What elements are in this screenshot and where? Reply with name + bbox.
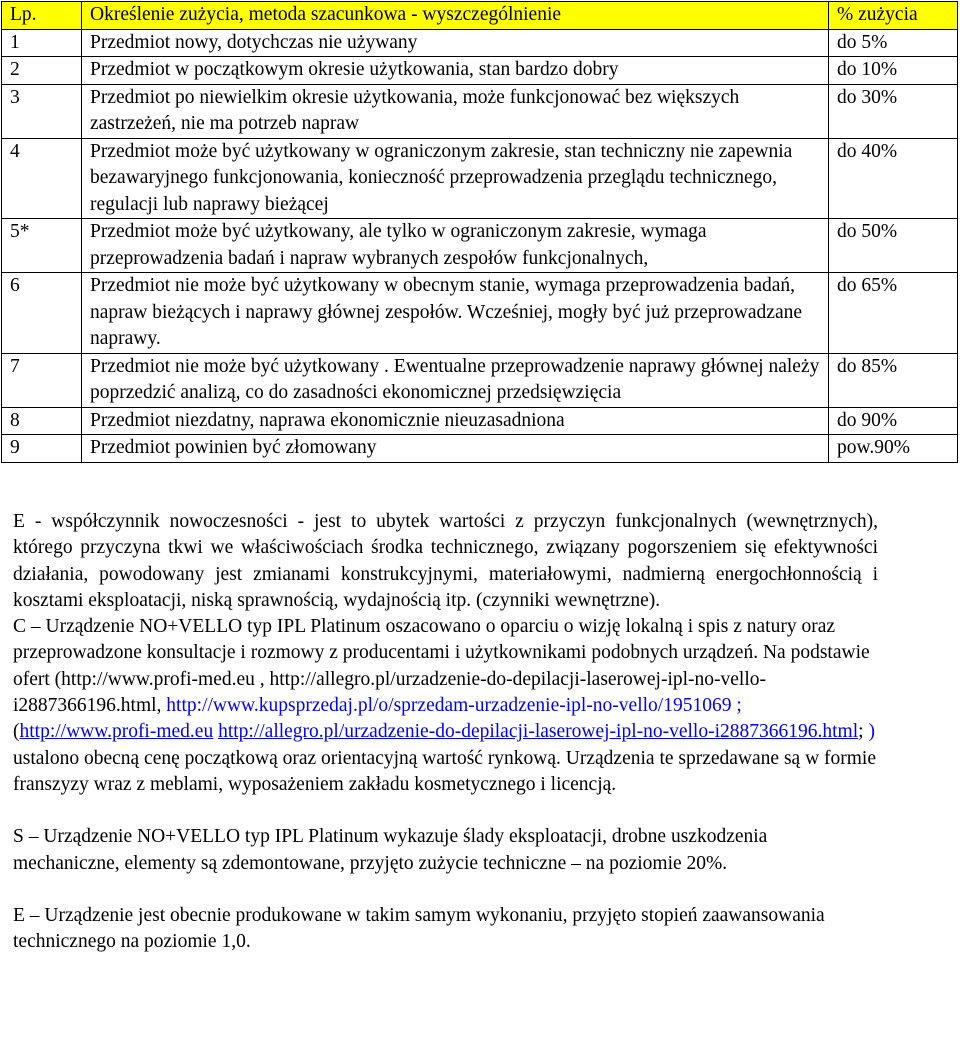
row-percent: do 5% [829,29,958,57]
table-row [2,219,958,273]
row-description: Przedmiot powinien być złomowany [82,435,829,463]
row-lp: 5* [2,219,82,273]
row-percent: do 40% [829,138,958,219]
table-header-row [2,2,958,30]
row-lp: 1 [2,29,82,57]
paragraph-s: S – Urządzenie NO+VELLO typ IPL Platinum wykazuje ślady eksploatacji, drobne uszkodzenia mechaniczne, elementy są zdemontowane, przyjęto zużycie techniczne – na poziomie 20%. [13,826,768,874]
header-percent: % zużycia [829,2,958,30]
header-lp: Lp. [2,2,82,30]
paragraph-c-outro: ustalono obecną cenę początkową oraz orientacyjną wartość rynkową. Urządzenia te sprzedawane są w formie franszyzy wraz z meblami, wyposażeniem zakładu kosmetycznego i licencją. [13,747,877,795]
allegro-link[interactable]: http://allegro.pl/urzadzenie-do-depilacji-laserowej-ipl-no-vello-i2887366196.html [218,721,859,743]
table-row [2,29,958,57]
paragraph-e-definition: E - współczynnik nowoczesności - jest to ubytek wartości z przyczyn funkcjonalnych (wewnętrznych), którego przyczyna tkwi we właściwościach środka technicznego, związany pogorszeniem się efektywności działania, powodowany jest zmianami konstrukcyjnymi, materiałowymi, nadmierną energochłonnością i kosztami eksploatacji, niską sprawnością, wydajnością itp. (czynniki wewnętrzne). [13,511,878,611]
row-description: Przedmiot może być użytkowany w ograniczonym zakresie, stan techniczny nie zapewnia bezawaryjnego funkcjonowania, konieczność przeprowadzenia przeglądu technicznego, regulacji lub naprawy bieżącej [82,138,829,219]
row-lp: 9 [2,435,82,463]
row-description: Przedmiot nie może być użytkowany . Ewentualne przeprowadzenie naprawy głównej należy poprzedzić analizą, co do zasadności ekonomicznej przedsięwzięcia [82,353,829,407]
row-description: Przedmiot nowy, dotychczas nie używany [82,29,829,57]
header-description: Określenie zużycia, metoda szacunkowa - wyszczególnienie [82,2,829,30]
row-percent: do 85% [829,353,958,407]
body-text [13,509,878,955]
row-description: Przedmiot może być użytkowany, ale tylko w ograniczonym zakresie, wymaga przeprowadzenia badań i napraw wybranych zespołów funkcjonalnych, [82,219,829,273]
table-row [2,407,958,435]
paragraph-c [13,614,878,798]
row-description: Przedmiot nie może być użytkowany w obecnym stanie, wymaga przeprowadzenia badań, napraw bieżących i naprawy głównej zespołów. Wcześniej, mogły być już przeprowadzane naprawy. [82,273,829,354]
paragraph-c-close: ) [868,721,875,743]
row-description: Przedmiot w początkowym okresie użytkowania, stan bardzo dobry [82,57,829,85]
row-percent: do 10% [829,57,958,85]
table-row [2,57,958,85]
row-percent: do 65% [829,273,958,354]
table-row [2,138,958,219]
table-row [2,353,958,407]
row-lp: 4 [2,138,82,219]
row-lp: 7 [2,353,82,407]
row-lp: 2 [2,57,82,85]
row-percent: do 30% [829,84,958,138]
row-percent: do 50% [829,219,958,273]
wear-table [1,1,958,463]
profi-med-link[interactable]: http://www.profi-med.eu [19,721,214,743]
table-row [2,435,958,463]
row-lp: 8 [2,407,82,435]
table-row [2,273,958,354]
paragraph-c-sep1: ( [13,721,20,743]
table-body [2,29,958,462]
row-lp: 6 [2,273,82,354]
row-description: Przedmiot niezdatny, naprawa ekonomicznie nieuzasadniona [82,407,829,435]
row-lp: 3 [2,84,82,138]
table-row [2,84,958,138]
paragraph-e-technical: E – Urządzenie jest obecnie produkowane w takim samym wykonaniu, przyjęto stopień zaawansowania technicznego na poziomie 1,0. [13,904,825,953]
paragraph-c-sep3: ; [858,721,869,743]
kupsprzedaj-link[interactable]: http://www.kupsprzedaj.pl/o/sprzedam-urzadzenie-ipl-no-vello/1951069 ; [166,695,742,717]
row-percent: do 90% [829,407,958,435]
row-percent: pow.90% [829,435,958,463]
row-description: Przedmiot po niewielkim okresie użytkowania, może funkcjonować bez większych zastrzeżeń, nie ma potrzeb napraw [82,84,829,138]
paragraph-c-intro: C – Urządzenie NO+VELLO typ IPL Platinum oszacowano o oparciu o wizję lokalną i spis z natury oraz przeprowadzone konsultacje i rozmowy z producentami i użytkownikami podobnych urządzeń. Na podstawie ofert (http://www.profi-med.eu , http://allegro.pl/urzadzenie-do-depilacji-laserowej-ipl-no-vello-i2887366196.html, [13,616,870,717]
